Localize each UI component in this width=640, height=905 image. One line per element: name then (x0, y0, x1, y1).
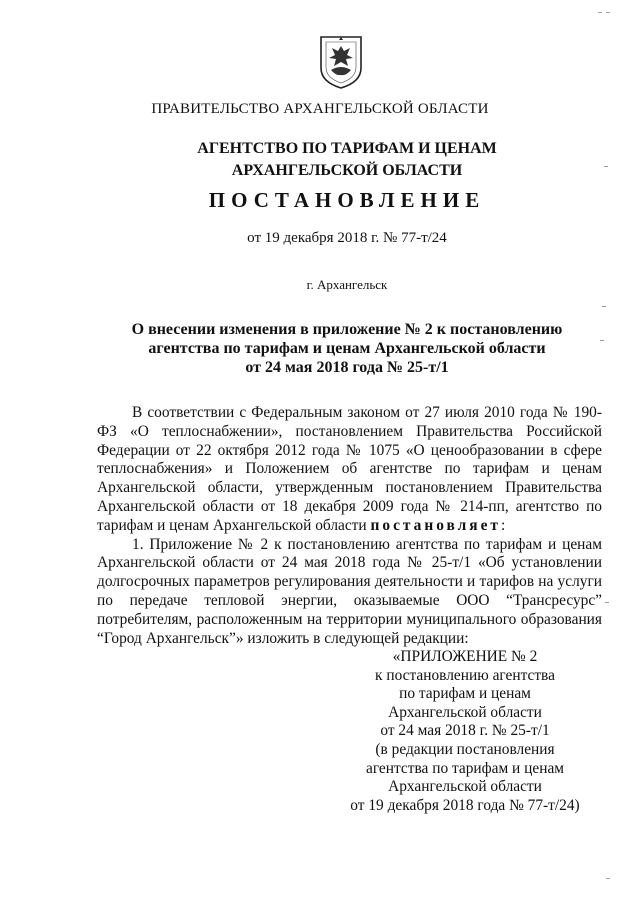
body-paragraph-preamble (97, 404, 602, 536)
coat-of-arms-emblem (318, 34, 364, 90)
annex-line: «ПРИЛОЖЕНИЕ № 2 (392, 648, 538, 665)
document-type: ПОСТАНОВЛЕНИЕ (208, 188, 486, 212)
agency-title (0, 138, 640, 182)
annex-line: по тарифам и ценам (399, 685, 531, 703)
body-paragraph-item-1: 1. Приложение № 2 к постановлению агентства по тарифам и ценам Архангельской области от 24 мая 2018 года № 25-т/1 «Об установлении долгосрочных параметров регулирования деятельности и тарифов на услуги по передаче тепловой энергии, оказываемые ООО “Трансресурс” потребителям, расположенным на территории муниципального образования “Город Архангельск”» изложить в следующей редакции: (97, 535, 602, 647)
subject-line1: О внесении изменения в приложение № 2 к постановлению (131, 321, 563, 338)
scan-mark (602, 306, 606, 307)
government-title: ПРАВИТЕЛЬСТВО АРХАНГЕЛЬСКОЙ ОБЛАСТИ (151, 101, 489, 117)
document-body (97, 404, 602, 648)
preamble-colon: : (500, 516, 506, 534)
scan-mark (604, 166, 608, 167)
scan-mark (598, 12, 602, 13)
annex-line: Архангельской области (388, 778, 542, 796)
document-date-number: от 19 декабря 2018 г. № 77-т/24 (247, 230, 447, 246)
annex-line: (в редакции постановления (375, 740, 555, 758)
scan-mark (605, 602, 609, 603)
agency-title-line2: АРХАНГЕЛЬСКОЙ ОБЛАСТИ (231, 162, 463, 179)
scan-mark (606, 878, 610, 879)
document-subject (0, 320, 640, 377)
annex-line: к постановлению агентства (375, 666, 555, 684)
annex-line: от 19 декабря 2018 года № 77-т/24) (350, 796, 580, 814)
preamble-text: В соответствии с Федеральным законом от 27 июля 2010 года № 190-ФЗ «О теплоснабжении», постановлением Правительства Российской Федерации от 22 октября 2012 года № 1075 «О ценообразовании в сфере теплоснабжения» и Положением об агентстве по тарифам и ценам Архангельской области, утвержденным постановлением Правительства Архангельской области от 18 декабря 2009 года № 214-пп, агентство по тарифам и ценам Архангельской области (97, 404, 602, 534)
annex-line: от 24 мая 2018 г. № 25-т/1 (380, 722, 550, 740)
subject-line2: агентства по тарифам и ценам Архангельской области (148, 340, 546, 357)
annex-line: агентства по тарифам и ценам (365, 759, 565, 777)
scan-mark (606, 12, 610, 13)
document-city: г. Архангельск (306, 277, 388, 292)
scan-mark (600, 340, 604, 341)
agency-title-line1: АГЕНТСТВО ПО ТАРИФАМ И ЦЕНАМ (197, 140, 497, 157)
resolves-word: постановляет (370, 516, 501, 534)
annex-header (330, 648, 600, 815)
annex-line: Архангельской области (388, 703, 542, 721)
subject-line3: от 24 мая 2018 года № 25-т/1 (245, 359, 449, 376)
